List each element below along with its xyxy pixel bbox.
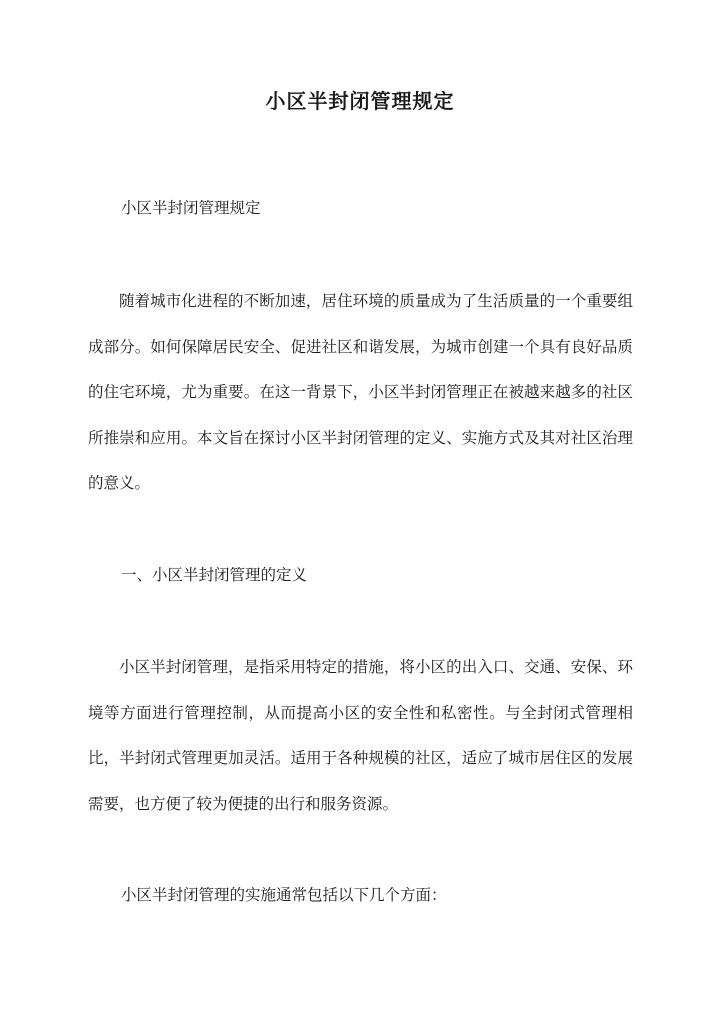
- section-1-paragraph: 小区半封闭管理，是指采用特定的措施，将小区的出入口、交通、安保、环境等方面进行管理控制，从而提高小区的安全性和私密性。与全封闭式管理相比，半封闭式管理更加灵活。适用于各种规模的社区，适应了城市居住区的发展需要，也方便了较为便捷的出行和服务资源。: [88, 658, 633, 813]
- intro-paragraph: 随着城市化进程的不断加速，居住环境的质量成为了生活质量的一个重要组成部分。如何保障居民安全、促进社区和谐发展，为城市创建一个具有良好品质的住宅环境，尤为重要。在这一背景下，小区半封闭管理正在被越来越多的社区所推崇和应用。本文旨在探讨小区半封闭管理的定义、实施方式及其对社区治理的意义。: [88, 292, 633, 493]
- document-title: 小区半封闭管理规定: [265, 89, 455, 113]
- section-1-heading: 一、小区半封闭管理的定义: [121, 566, 308, 584]
- implementation-intro: 小区半封闭管理的实施通常包括以下几个方面：: [121, 886, 447, 904]
- document-subtitle: 小区半封闭管理规定: [121, 199, 261, 217]
